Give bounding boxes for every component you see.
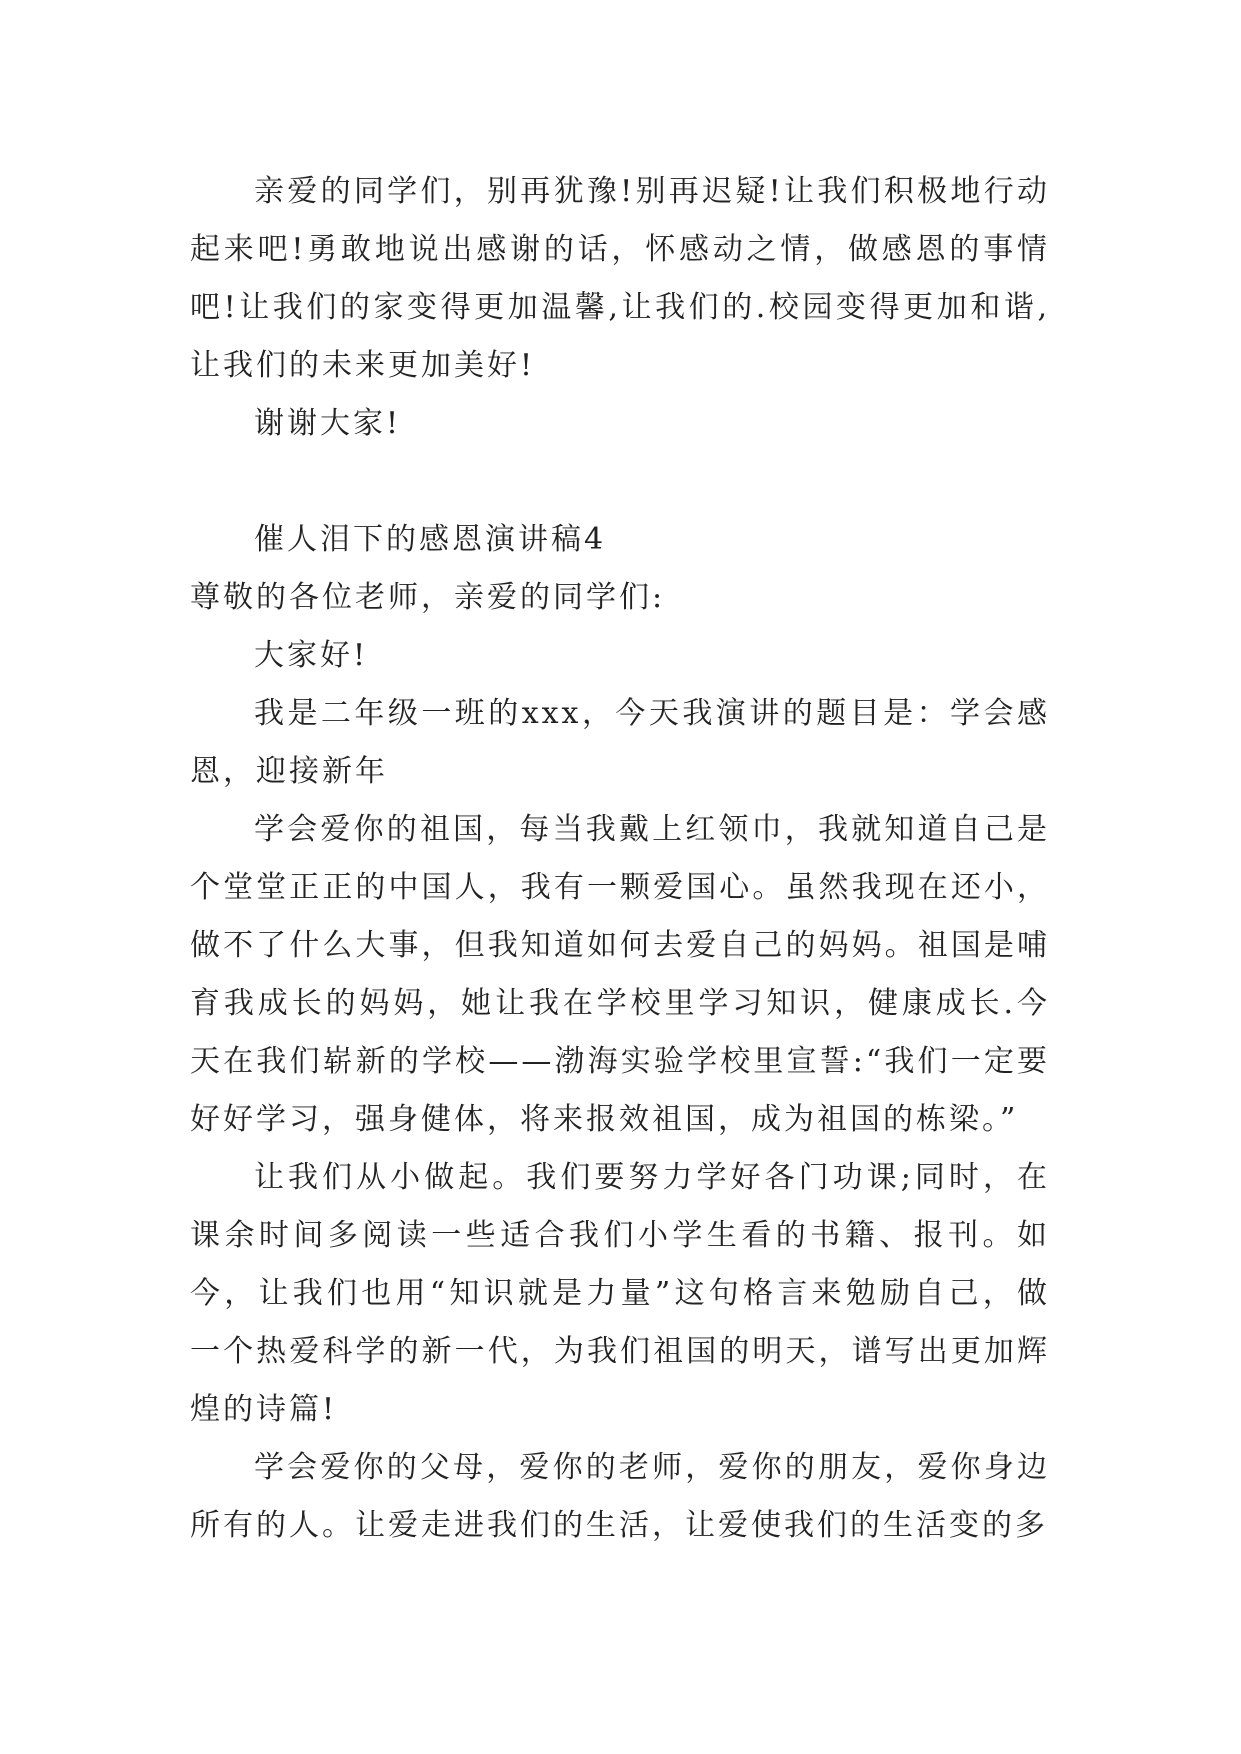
body-paragraph: 学会爱你的父母，爱你的老师，爱你的朋友，爱你身边所有的人。让爱走进我们的生活，让爱使我们的生活变的多 xyxy=(190,1450,1050,1543)
thanks-line: 谢谢大家! xyxy=(254,406,402,441)
greeting: 大家好! xyxy=(254,638,369,673)
section-title: 催人泪下的感恩演讲稿4 xyxy=(254,522,607,557)
salutation: 尊敬的各位老师，亲爱的同学们: xyxy=(190,580,666,615)
body-paragraph: 我是二年级一班的xxx，今天我演讲的题目是：学会感恩，迎接新年 xyxy=(190,696,1050,789)
body-paragraph: 学会爱你的祖国，每当我戴上红领巾，我就知道自己是个堂堂正正的中国人，我有一颗爱国心。虽然我现在还小，做不了什么大事，但我知道如何去爱自己的妈妈。祖国是哺育我成长的妈妈，她让我在学校里学习知识，健康成长.今天在我们崭新的学校——渤海实验学校里宣誓:“我们一定要好好学习，强身健体，将来报效祖国，成为祖国的栋梁。” xyxy=(190,812,1050,1137)
closing-paragraph: 亲爱的同学们，别再犹豫!别再迟疑!让我们积极地行动起来吧!勇敢地说出感谢的话，怀感动之情，做感恩的事情吧!让我们的家变得更加温馨,让我们的.校园变得更加和谐,让我们的未来更加美好! xyxy=(190,174,1050,383)
document-body xyxy=(190,163,1050,1555)
body-paragraph: 让我们从小做起。我们要努力学好各门功课;同时，在课余时间多阅读一些适合我们小学生看的书籍、报刊。如今，让我们也用“知识就是力量”这句格言来勉励自己，做一个热爱科学的新一代，为我们祖国的明天，谱写出更加辉煌的诗篇! xyxy=(190,1160,1050,1427)
section-spacer xyxy=(190,453,1050,511)
